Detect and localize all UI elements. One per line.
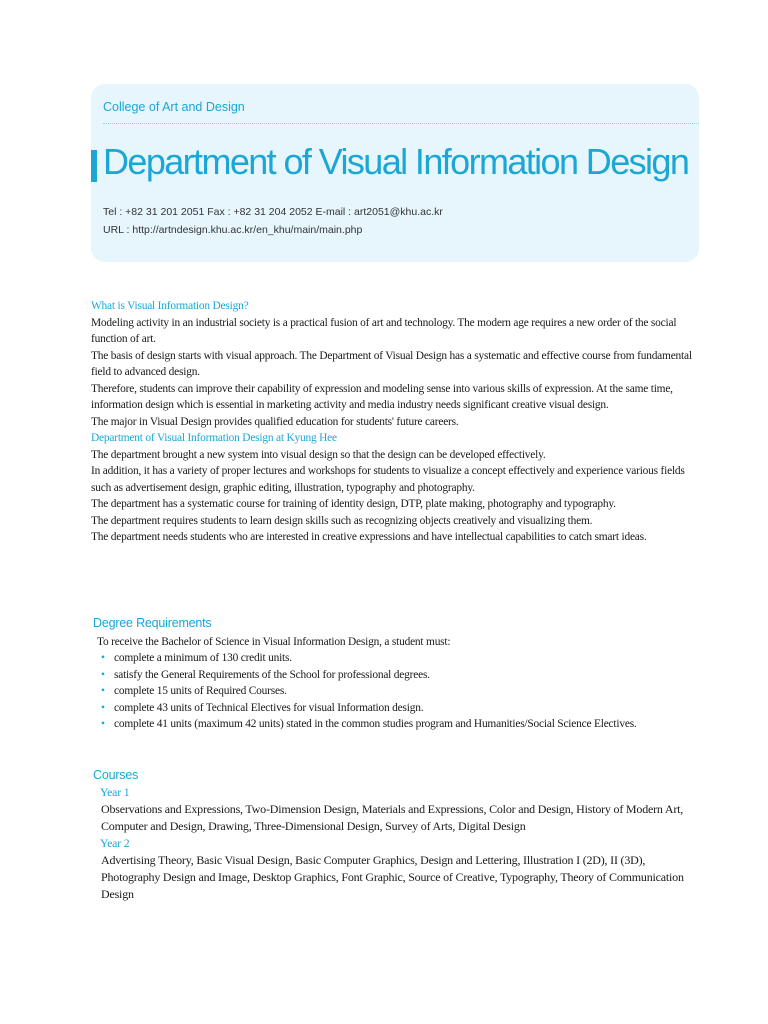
list-item	[101, 683, 705, 700]
subtitle-department: Department of Visual Information Design at Kyung Hee	[91, 432, 337, 444]
year-1-courses: Observations and Expressions, Two-Dimension Design, Materials and Expressions, Color and Design, History of Modern Art, Computer and Design, Drawing, Three-Dimensional Design, Survey of Arts, Digital Design	[101, 802, 684, 833]
college-name: College of Art and Design	[103, 100, 245, 114]
paragraph: The major in Visual Design provides qualified education for students' future careers.	[91, 415, 459, 428]
requirements-list	[93, 650, 705, 733]
courses-section	[93, 767, 705, 903]
website-url: URL : http://artndesign.khu.ac.kr/en_khu/main/main.php	[103, 224, 363, 236]
degree-requirements-section	[93, 615, 705, 733]
department-title: Department of Visual Information Design	[103, 141, 689, 182]
list-item-text: complete a minimum of 130 credit units.	[114, 652, 292, 664]
list-item-text: satisfy the General Requirements of the School for professional degrees.	[114, 668, 430, 681]
dotted-divider	[103, 123, 699, 124]
subtitle-what-is: What is Visual Information Design?	[91, 300, 249, 312]
degree-heading: Degree Requirements	[93, 616, 212, 630]
list-item-text: complete 43 units of Technical Electives for visual Information design.	[114, 701, 424, 714]
paragraph: In addition, it has a variety of proper lectures and workshops for students to visualize a concept effectively and experience various fields such as advertisement design, graphic editing, illustration, typography and photography.	[91, 465, 685, 494]
paragraph: Modeling activity in an industrial society is a practical fusion of art and technology. The modern age requires a new order of the social function of art.	[91, 316, 677, 345]
bullet-icon: •	[101, 652, 105, 664]
list-item	[101, 650, 705, 667]
paragraph: The department needs students who are interested in creative expressions and have intellectual capabilities to catch smart ideas.	[91, 531, 647, 543]
paragraph: The basis of design starts with visual approach. The Department of Visual Design has a systematic and effective course from fundamental field to advanced design.	[91, 349, 692, 378]
title-accent-bar	[91, 150, 97, 182]
list-item	[101, 700, 705, 717]
bullet-icon: •	[101, 668, 105, 681]
paragraph: Therefore, students can improve their capability of expression and modeling sense into various skills of expression. At the same time, information design which is essential in marketing activity and media industry needs significant creative visual design.	[91, 382, 673, 411]
header-box	[91, 84, 699, 262]
year-1-label: Year 1	[100, 785, 130, 799]
list-item	[101, 667, 705, 684]
bullet-icon: •	[101, 685, 105, 697]
list-item-text: complete 41 units (maximum 42 units) stated in the common studies program and Humanities/Social Science Electives.	[114, 718, 637, 730]
paragraph: The department brought a new system into visual design so that the design can be developed effectively.	[91, 448, 546, 461]
bullet-icon: •	[101, 718, 105, 730]
courses-heading: Courses	[93, 768, 139, 782]
year-2-courses: Advertising Theory, Basic Visual Design, Basic Computer Graphics, Design and Lettering, Illustration I (2D), II (3D), Photography Design and Image, Desktop Graphics, Font Graphic, Source of Creative, Typography, Theory of Communication Design	[101, 853, 684, 901]
contact-info: Tel : +82 31 201 2051 Fax : +82 31 204 2052 E-mail : art2051@khu.ac.kr	[103, 206, 443, 218]
paragraph: The department has a systematic course for training of identity design, DTP, plate making, photography and typography.	[91, 498, 616, 510]
list-item	[101, 716, 705, 733]
paragraph: The department requires students to learn design skills such as recognizing objects creatively and visualizing them.	[91, 514, 593, 527]
degree-intro: To receive the Bachelor of Science in Visual Information Design, a student must:	[97, 635, 451, 648]
year-2-label: Year 2	[100, 836, 130, 850]
intro-section	[91, 298, 703, 546]
list-item-text: complete 15 units of Required Courses.	[114, 685, 287, 697]
bullet-icon: •	[101, 701, 105, 714]
